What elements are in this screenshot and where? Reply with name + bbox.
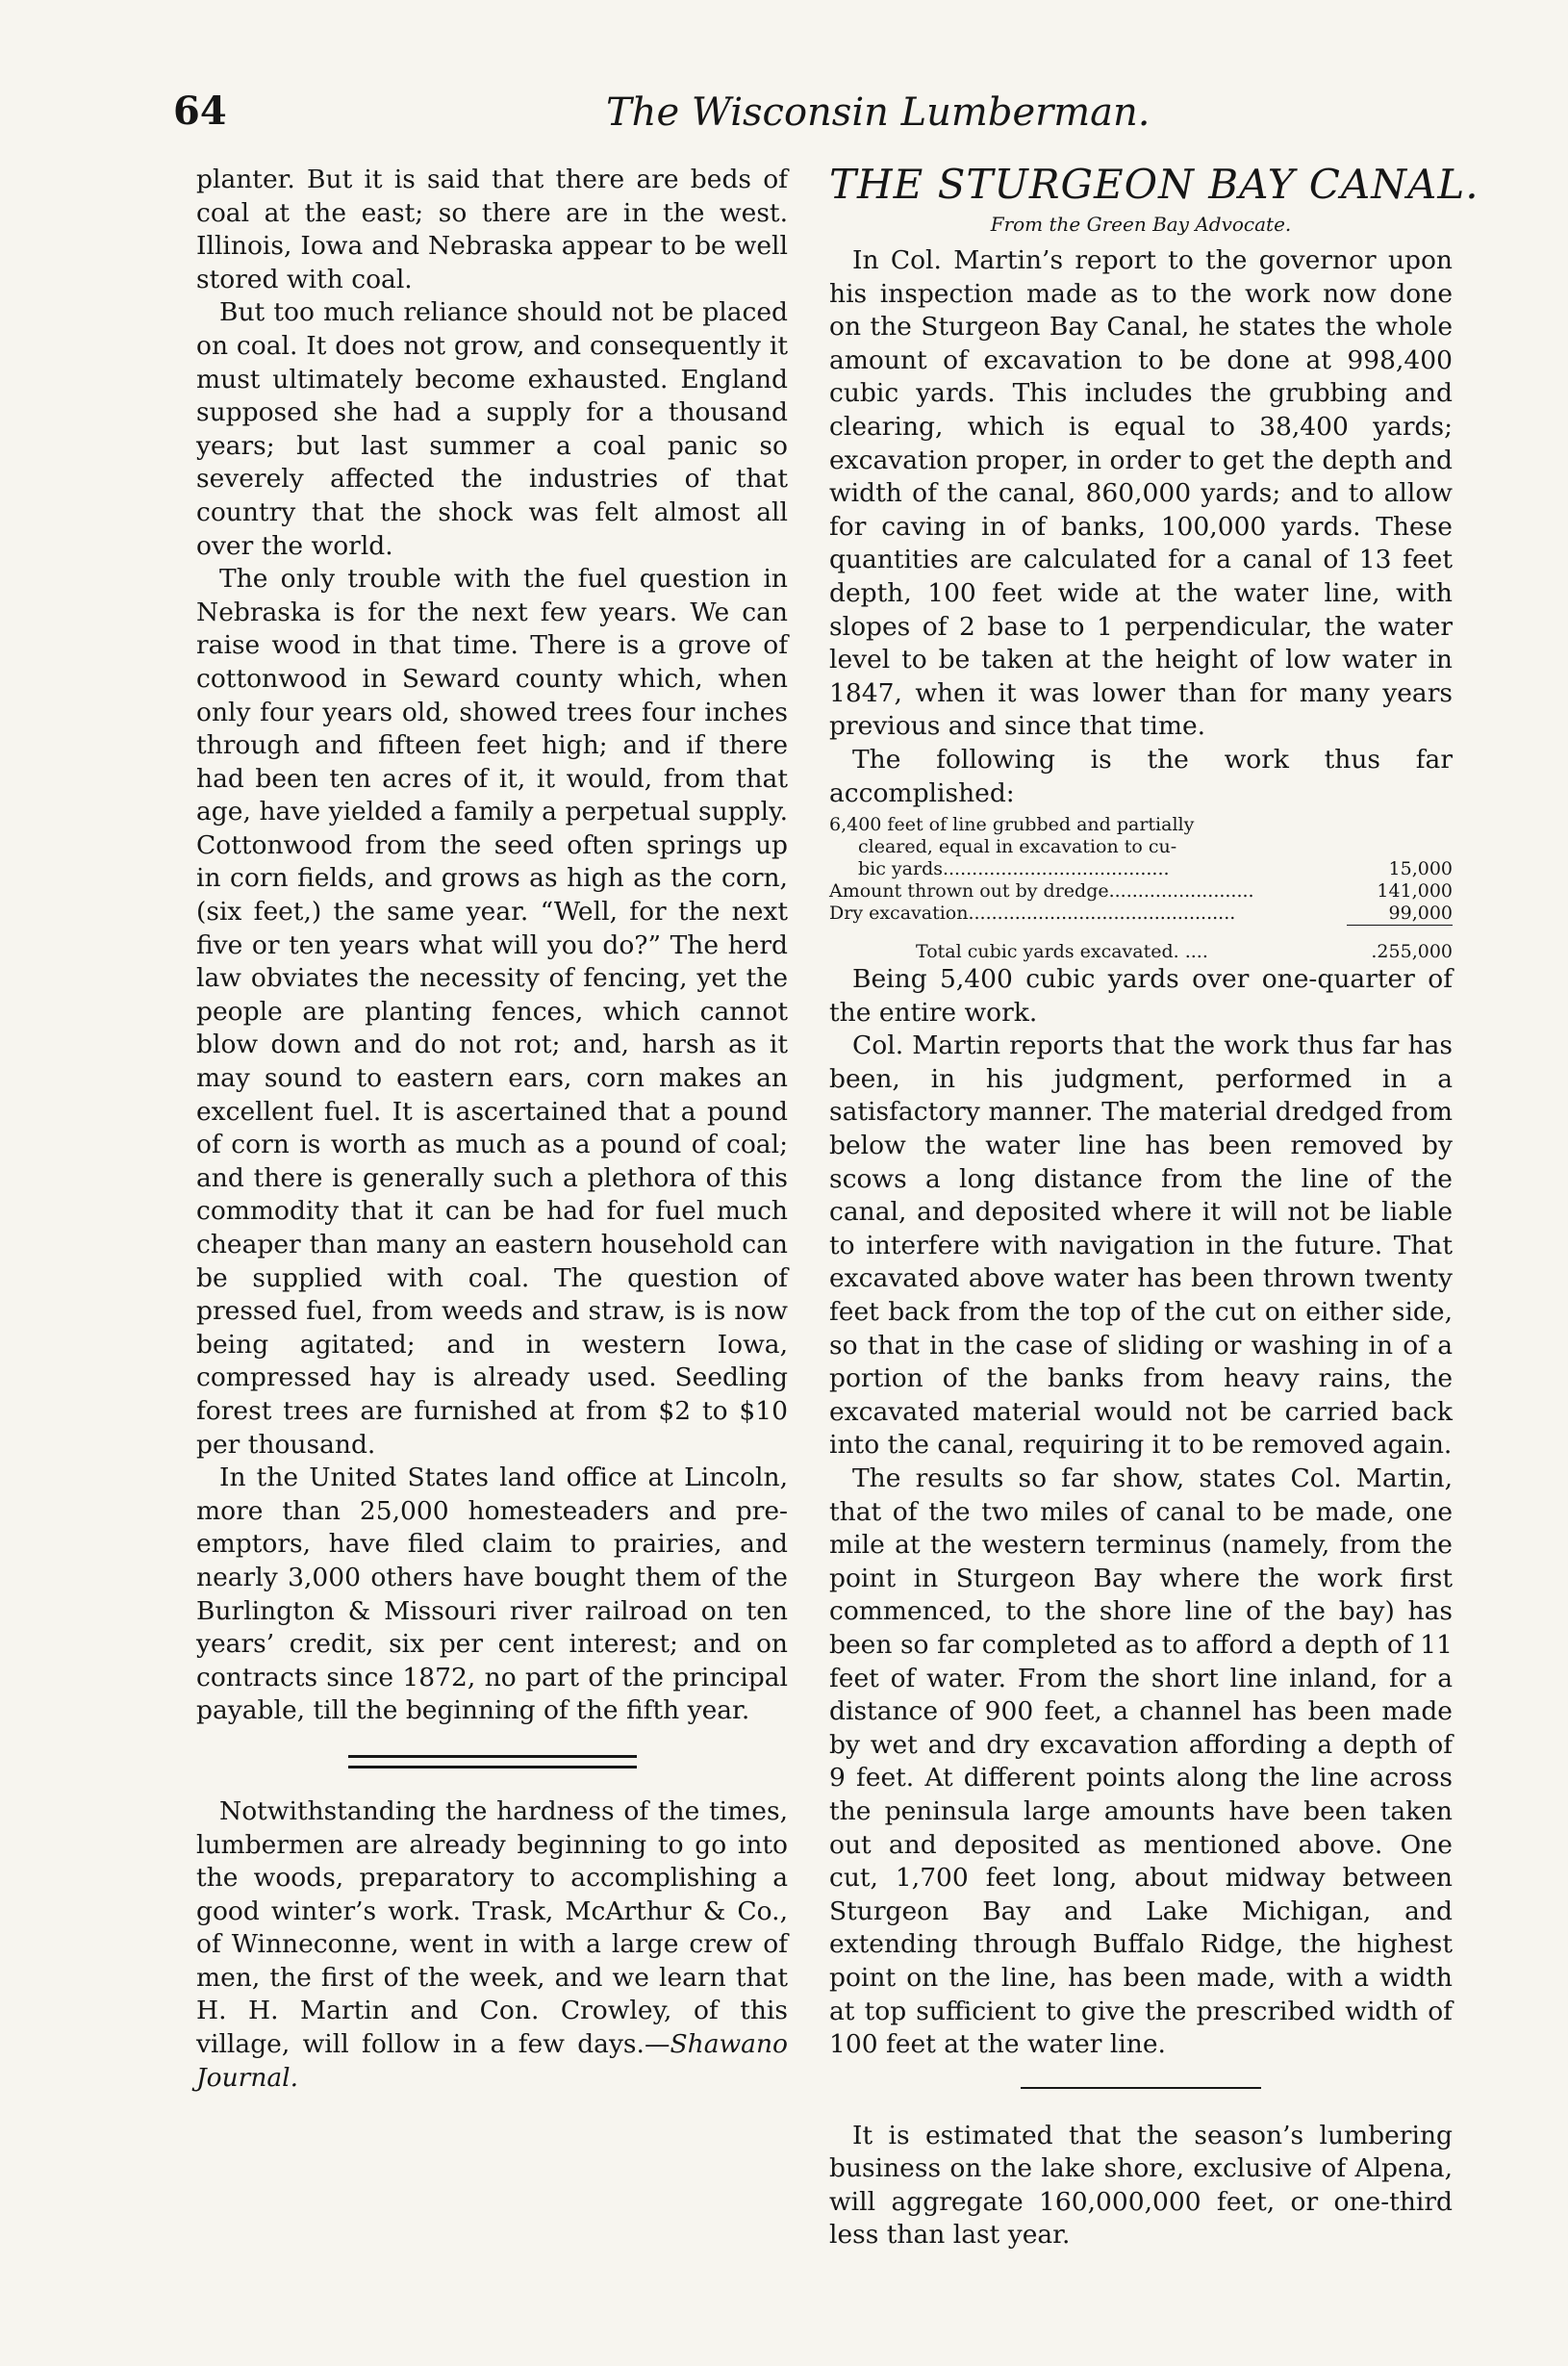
paragraph: The only trouble with the fuel question in Nebraska is for the next few years. We can raise wood in that time. There is a grove of cottonwood in Seward county which, when only four years old, showed trees four inches through and fifteen feet high; and if there had been ten acres of it, it would, from that age, have yielded a family a perpetual supply. Cottonwood from the seed often springs up in corn fields, and grows as high as the corn, (six feet,) the same year. “Well, for the next five or ten years what will you do?” The herd law obviates the necessity of fencing, yet the people are planting fences, which cannot blow down and do not rot; and, harsh as it may sound to eastern ears, corn makes an excellent fuel. It is ascertained that a pound of corn is worth as much as a pound of coal; and there is generally such a plethora of this commodity that it can be had for fuel much cheaper than many an eastern household can be supplied with coal. The question of pressed fuel, from weeds and straw, is is now being agitated; and in western Iowa, compressed hay is already used. Seedling forest trees are furnished at from $2 to $10 per thousand.: [196, 564, 788, 1460]
table-cell: Total cubic yards excavated. ....: [916, 941, 1208, 963]
table-total-row: [829, 926, 1453, 963]
table-value: 141,000: [1377, 880, 1453, 903]
paragraph: planter. But it is said that there are beds of coal at the east; so there are in the west. Illinois, Iowa and Nebraska appear to be well stored with coal.: [196, 165, 788, 294]
table-value: .255,000: [1371, 941, 1453, 963]
notice-source: Shawano Journal.: [196, 2029, 788, 2093]
paragraph: But too much reliance should not be placed on coal. It does not grow, and consequently it must ultimately become exhausted. England supposed she had a supply for a thousand years; but last summer a coal panic so severely affected the industries of that country that the shock was felt almost all over the world.: [196, 297, 788, 561]
left-column: [196, 164, 788, 2095]
table-row: [829, 814, 1453, 836]
table-row: [829, 836, 1453, 858]
table-cell: 6,400 feet of line grubbed and partially: [829, 814, 1195, 836]
article-source: From the Green Bay Advocate.: [990, 213, 1292, 236]
paragraph: Col. Martin reports that the work thus far has been, in his judgment, performed in a satisfactory manner. The material dredged from below the water line has been removed by scows a long distance from the line of the canal, and deposited where it will not be liable to interfere with navigation in the future. That excavated above water has been thrown twenty feet back from the top of the cut on either side, so that in the case of sliding or washing in of a portion of the banks from heavy rains, the excavated material would not be carried back into the canal, requiring it to be removed again.: [829, 1030, 1453, 1461]
paragraph: In Col. Martin’s report to the governor upon his inspection made as to the work now done on the Sturgeon Bay Canal, he states the whole amount of excavation to be done at 998,400 cubic yards. This includes the grubbing and clearing, which is equal to 38,400 yards; excavation proper, in order to get the depth and width of the canal, 860,000 yards; and to allow for caving in of banks, 100,000 yards. These quantities are calculated for a canal of 13 feet depth, 100 feet wide at the water line, with slopes of 2 base to 1 perpendicular, the water level to be taken at the height of low water in 1847, when it was lower than for many years previous and since that time.: [829, 245, 1453, 742]
lumbermen-notice: [196, 1795, 788, 2095]
paragraph: The following is the work thus far accomplished:: [829, 744, 1453, 808]
running-title: The Wisconsin Lumberman.: [606, 90, 1151, 135]
closing-paragraph: It is estimated that the season’s lumbering business on the lake shore, exclusive of Alpena, will aggregate 160,000,000 feet, or one-third less than last year.: [829, 2120, 1453, 2251]
single-rule-divider: [1021, 2087, 1261, 2089]
double-rule-divider: [348, 1755, 637, 1768]
table-cell: Amount thrown out by dredge.........................: [829, 880, 1254, 903]
paragraph: The results so far show, states Col. Martin, that of the two miles of canal to be made, one mile at the western terminus (namely, from the point in Sturgeon Bay where the work first commenced, to the shore line of the bay) has been so far completed as to afford a depth of 11 feet of water. From the short line inland, for a distance of 900 feet, a channel has been made by wet and dry excavation affording a depth of 9 feet. At different points along the line across the peninsula large amounts have been taken out and deposited as mentioned above. One cut, 1,700 feet long, about midway between Sturgeon Bay and Lake Michigan, and extending through Buffalo Ridge, the highest point on the line, has been made, with a width at top sufficient to give the prescribed width of 100 feet at the water line.: [829, 1463, 1453, 2060]
table-value: 99,000: [1388, 903, 1453, 925]
page-number: 64: [173, 89, 227, 134]
article-title: THE STURGEON BAY CANAL.: [829, 161, 1479, 208]
table-cell: bic yards.......................................: [858, 858, 1170, 880]
paragraph: Being 5,400 cubic yards over one-quarter of the entire work.: [829, 964, 1453, 1028]
table-row: [829, 903, 1453, 925]
page-header: [173, 89, 1443, 146]
table-row: [829, 880, 1453, 903]
table-value: 15,000: [1388, 858, 1453, 880]
paragraph: In the United States land office at Lincoln, more than 25,000 homesteaders and pre-emptors, have filed claim to prairies, and nearly 3,000 others have bought them of the Burlington & Missouri river railroad on ten years’ credit, six per cent interest; and on contracts since 1872, no part of the principal payable, till the beginning of the fifth year.: [196, 1463, 788, 1726]
table-cell: Dry excavation..............................................: [829, 903, 1236, 925]
excavation-table: [829, 814, 1453, 963]
table-cell: cleared, equal in excavation to cu-: [858, 836, 1177, 858]
notice-text: Notwithstanding the hardness of the times, lumbermen are already beginning to go into the woods, preparatory to accomplishing a good winter’s work. Trask, McArthur & Co., of Winneconne, went in with a large crew of men, the first of the week, and we learn that H. H. Martin and Con. Crowley, of this village, will follow in a few days.—: [196, 1795, 788, 2060]
table-row: [829, 858, 1453, 880]
right-column: [829, 161, 1479, 2252]
